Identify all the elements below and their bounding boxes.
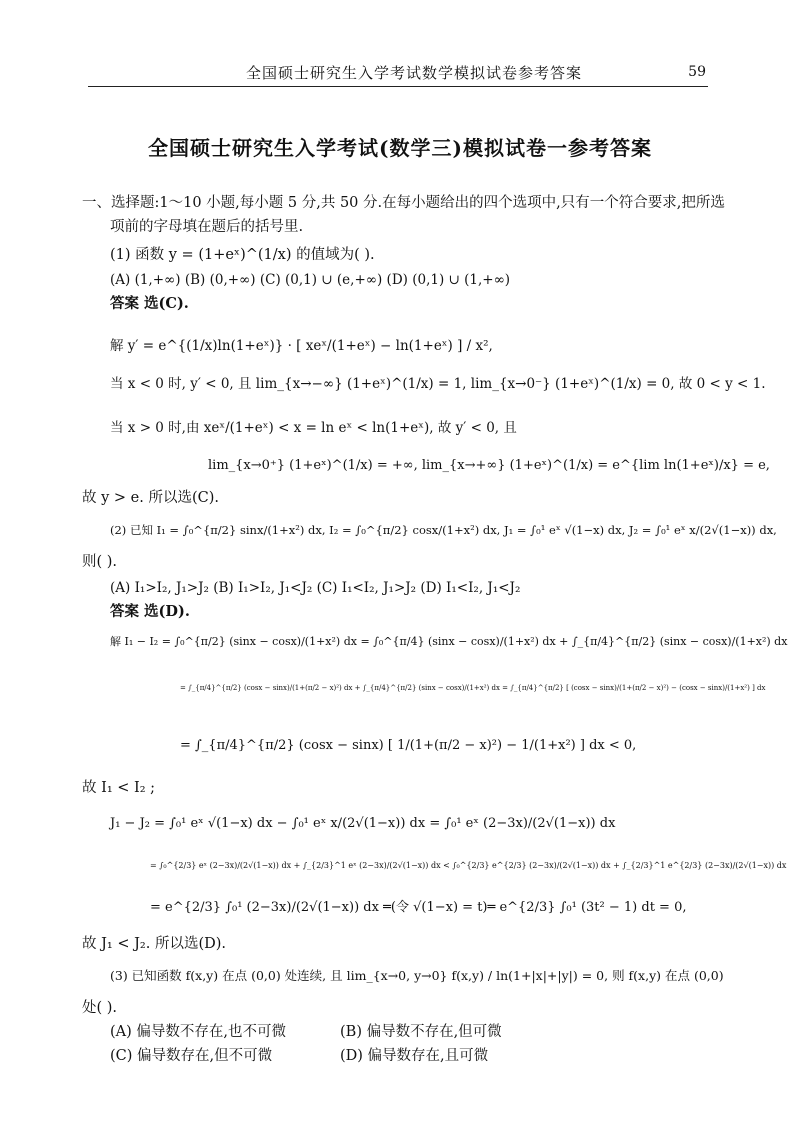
- q1-solution-positive-case: 当 x > 0 时,由 xeˣ/(1+eˣ) < x = ln eˣ < ln(1+eˣ), 故 y′ < 0, 且: [110, 420, 517, 436]
- q3-stem-continued: 处( ).: [82, 1000, 118, 1016]
- q2-solution-step6: = e^{2/3} ∫₀¹ (2−3x)/(2√(1−x)) dx ═(令 √(1−x) = t)═ e^{2/3} ∫₀¹ (3t² − 1) dt = 0,: [150, 900, 687, 915]
- q1-answer: 答案 选(C).: [110, 295, 189, 312]
- q1-conclusion: 故 y > e. 所以选(C).: [82, 490, 219, 506]
- q2-conclusion-j: 故 J₁ < J₂. 所以选(D).: [82, 936, 226, 952]
- q2-solution-step1: 解 I₁ − I₂ = ∫₀^{π/2} (sinx − cosx)/(1+x²) dx = ∫₀^{π/4} (sinx − cosx)/(1+x²) dx + ∫_{π/4}^{π/2} (sinx − cosx)/(1+x²) dx: [110, 635, 788, 648]
- q2-solution-step3: = ∫_{π/4}^{π/2} (cosx − sinx) [ 1/(1+(π/2 − x)²) − 1/(1+x²) ] dx < 0,: [180, 738, 637, 753]
- q2-stem-continued: 则( ).: [82, 554, 118, 570]
- q2-solution-step2: = ∫_{π/4}^{π/2} (cosx − sinx)/(1+(π/2 − x)²) dx + ∫_{π/4}^{π/2} (sinx − cosx)/(1+x²) dx = ∫_{π/4}^{π/2} [ (cosx − sinx)/(1+(π/2 − x)²) − (cosx − sinx)/(1+x²) ] dx: [180, 684, 766, 692]
- q3-option-b: (B) 偏导数不存在,但可微: [340, 1024, 502, 1040]
- q1-solution-limits: lim_{x→0⁺} (1+eˣ)^(1/x) = +∞, lim_{x→+∞} (1+eˣ)^(1/x) = e^{lim ln(1+eˣ)/x} = e,: [208, 458, 770, 473]
- q1-stem: (1) 函数 y = (1+eˣ)^(1/x) 的值域为( ).: [110, 247, 375, 263]
- q2-answer: 答案 选(D).: [110, 603, 190, 620]
- q2-options: (A) I₁>I₂, J₁>J₂ (B) I₁>I₂, J₁<J₂ (C) I₁<I₂, J₁>J₂ (D) I₁<I₂, J₁<J₂: [110, 580, 521, 596]
- running-header-title: 全国硕士研究生入学考试数学模拟试卷参考答案: [246, 64, 583, 82]
- q2-solution-step4: J₁ − J₂ = ∫₀¹ eˣ √(1−x) dx − ∫₀¹ eˣ x/(2√(1−x)) dx = ∫₀¹ eˣ (2−3x)/(2√(1−x)) dx: [110, 816, 616, 831]
- q2-stem: (2) 已知 I₁ = ∫₀^{π/2} sinx/(1+x²) dx, I₂ = ∫₀^{π/2} cosx/(1+x²) dx, J₁ = ∫₀¹ eˣ √(1−x) dx, J₂ = ∫₀¹ eˣ x/(2√(1−x)) dx,: [110, 523, 777, 537]
- q1-solution-negative-case: 当 x < 0 时, y′ < 0, 且 lim_{x→−∞} (1+eˣ)^(1/x) = 1, lim_{x→0⁻} (1+eˣ)^(1/x) = 0, 故 0 < y < 1.: [110, 376, 766, 392]
- page-title: 全国硕士研究生入学考试(数学三)模拟试卷一参考答案: [148, 136, 652, 160]
- section-intro-line1: 一、选择题:1～10 小题,每小题 5 分,共 50 分.在每小题给出的四个选项中,只有一个符合要求,把所选: [82, 195, 725, 211]
- q2-conclusion-i: 故 I₁ < I₂ ;: [82, 780, 156, 796]
- section-intro-line2: 项前的字母填在题后的括号里.: [110, 219, 304, 235]
- q1-options: (A) (1,+∞) (B) (0,+∞) (C) (0,1) ∪ (e,+∞) (D) (0,1) ∪ (1,+∞): [110, 272, 511, 288]
- page-number: 59: [688, 64, 706, 80]
- q3-option-c: (C) 偏导数存在,但不可微: [110, 1048, 273, 1064]
- q3-option-a: (A) 偏导数不存在,也不可微: [110, 1024, 287, 1040]
- q1-solution-derivative: 解 y′ = e^{(1/x)ln(1+eˣ)} · [ xeˣ/(1+eˣ) − ln(1+eˣ) ] / x²,: [110, 338, 493, 354]
- q2-solution-step5: = ∫₀^{2/3} eˣ (2−3x)/(2√(1−x)) dx + ∫_{2/3}^1 eˣ (2−3x)/(2√(1−x)) dx < ∫₀^{2/3} e^{2/3} (2−3x)/(2√(1−x)) dx + ∫_{2/3}^1 e^{2/3} (2−3x)/(2√(1−x)) dx: [150, 861, 787, 870]
- q3-stem: (3) 已知函数 f(x,y) 在点 (0,0) 处连续, 且 lim_{x→0, y→0} f(x,y) / ln(1+|x|+|y|) = 0, 则 f(x,y) 在点 (0,0): [110, 968, 724, 983]
- running-header: [88, 52, 708, 87]
- q3-option-d: (D) 偏导数存在,且可微: [340, 1048, 489, 1064]
